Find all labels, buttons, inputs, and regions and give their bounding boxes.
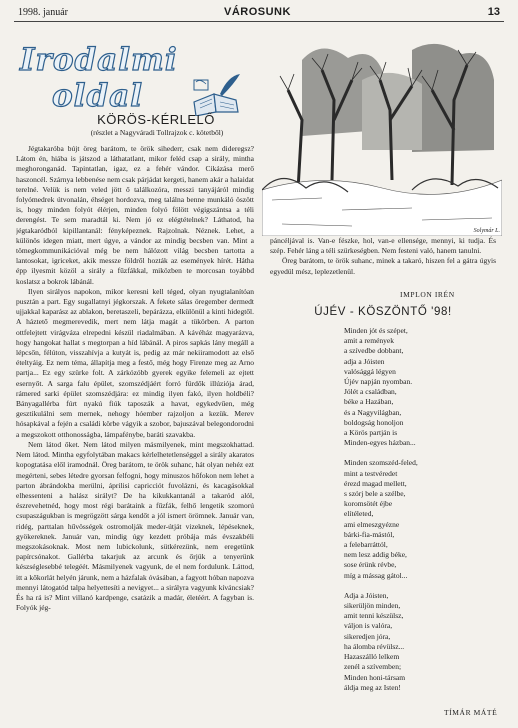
poem-line: Hazaszálló lelkem bbox=[344, 652, 400, 662]
poem-line: valósággá légyen bbox=[344, 366, 396, 376]
poem-line: váljon is valóra, bbox=[344, 621, 393, 631]
poem-line: adja a Jóisten bbox=[344, 356, 385, 366]
open-book-quill-icon bbox=[190, 72, 242, 116]
poem-line: érezd magad mellett, bbox=[344, 478, 407, 488]
article-paragraph: Nem látod őket. Nem látod milyen másmilyenek, mint megszokhattad. Nem látod. Mintha egyfolytában makacs kérlelhetetlenséggel a sirály akaratos kopogtatása elől iramodnál. Öreg barátom, te örök suhanc, hát olyan nehéz ezt megérteni, sebes létedre gyorsan felfogni, hogy minuszos hőfokon nem lehet a parton ábrándokba merülni, áprilisi capricciót fuvolázni, és kacagásokkal elhessenteni a halász sirályt? De ha kikukkantanál a takaród alól, észrevehetnéd, hogy most régi barátaink a fűzfák, felhő lengetik szomorú csupaszágukban is megrögzött sárga kendőt a jól ismert örömnek. Január van, ridég, parttalan hűvösségek ostromolják meder-útját vizeknek, lépéseknek, gyökereknek. Január van, mindig úgy kezdett próbája más évszakbéli megszokásoknak. Most nem lubickolunk, sütkérezünk, nem eregetünk papírcsónakot. Gallérba takarjuk az arcunk és őrjük a tenyerünk készséglesebbé telegéét. Másmilyenek vagyunk, de el nem fordulunk. Láttod, itt a kőkorlát helyén járunk, nem a házfalak óvásában, a fagyott hóban napozva mennyi látogatód talpa helyettesíti a nevigyet... a sirályra vagyunk kíváncsiak? És ha rá is? Mint villanó kardpenge, csatázik a madár, életéért. A fagyban is. Folyók jég- bbox=[16, 439, 254, 613]
article-paragraph: páncéljával is. Van-e fészke, hol, van-e ellensége, mennyi, ki tudja. És szép. Fehér láng a téli szürkeségben. Nem festeni való, hanem tanulni. bbox=[270, 236, 496, 256]
poem-line: elítéleted, bbox=[344, 509, 374, 519]
poem-line: a felebarráttól, bbox=[344, 540, 388, 550]
article-column-2 bbox=[270, 236, 496, 284]
poem-line: amit a remények bbox=[344, 336, 394, 346]
poem-line: bárki-fia-mástól, bbox=[344, 529, 395, 539]
poem-line: nem lesz addig béke, bbox=[344, 550, 407, 560]
poem-stanza bbox=[344, 591, 500, 693]
poem-line: koromsötét éjbe bbox=[344, 499, 393, 509]
article-paragraph: Ilyen sirályos napokon, mikor keresni kell téged, olyan nyugtalanítóan pusztán a part. Egy sugallatnyi jégkorszak. A fekete sálas öregember dermedt ujjakkal kaparász az ablakon, beretaszeli, bepárázza, elkülönül a kinti hidegtől. A háztető megmerevedik, mert nem látja magát a tükörben. A parton ottfelejtett virágváza elrepedni készül riadalmában. A kávéház magyarázva, hogy hangokat hallat s megtorpan a híd lábánál. A piros sapkás lány megáll a lépcsőn, félúton, visszahívja a kutyát is, pedig az már nekiiramodott az első ételtyáig. Ez nem téma, állapítja meg a festő, még hogy Firenze meg az Arno partja... Ez egy szürke folt. A zárkózóbb gyerek egyike felemeli az ejtett esernyőt. A sarga falu épület, szomszédjáért forró fürdők illúziója árad, rámered sarki épület szomszédjára: ez mindig ilyen fakó, ilyen holdbéli? Bányagallérba fúrt nyakú fiúk taposzák a havat, egykedvűen, még gesztikulálni sem mernek, nehogy hóember rajzoljon a kezük. Merev hósapkával a fején a családi körbe vágyik a szobor, bajuszával belegondorodni a megszokott otthonosságba, lámpafénybe, baráti szavakba. bbox=[16, 286, 254, 439]
article-subtitle: (részlet a Nagyváradi Tollrajzok c. kötetből) bbox=[90, 128, 224, 137]
poem-line: a Körös partján is bbox=[344, 428, 398, 438]
article-title: KÖRÖS-KÉRLELŐ bbox=[97, 112, 215, 127]
poem-line: mint a testvéredet bbox=[344, 468, 398, 478]
poem-line: zenél a szívemben; bbox=[344, 662, 402, 672]
winter-riverbank-illustration bbox=[262, 40, 502, 236]
poem-line: Adja a Jóisten, bbox=[344, 590, 389, 600]
poem-line: ha álomba révülsz... bbox=[344, 641, 405, 651]
poem-title: ÚJÉV - KÖSZÖNTŐ '98! bbox=[314, 306, 452, 318]
page-header bbox=[14, 6, 504, 20]
poem-line: amit tenni készülsz, bbox=[344, 611, 404, 621]
header-rule bbox=[14, 21, 504, 22]
poem-line: sose érünk révbe, bbox=[344, 560, 397, 570]
article-paragraph: Jégtakaróba bújt öreg barátom, te örök sihederr, csak nem dideregsz? Látom én, hiába is játszod a láthatatlant, mikor feléd csap a sirály, mintha meghoronganád. Tapintatlan, igaz, ez a fehér vándor. Cikázása merő haszoncél. Szárnya lebbenése nem csak párjádat kergeti, hanem akár a halaidat terelné. Velük is nem veled jött ő találkozóra, messzi tanyájáról mindig folyómedrek útvonalán, éhséget hordozva, meg találna benne munkáló öszött is, hogy minden folyót élérjen, minden folyó fölött végigszántsa a téli derengést. Te sem maradtál ki. Nem jó ez elégtételnek? Láthatod, ha jégtakaródból kipillantanál: fényképeznek. Rajzolnak. Néznek. Lehet, a különös idegen miatt, mert úgye, a vándor az mindig becsben van. Mint a tömegkommunikációval még be nem hálózott világ becsben tartotta a lantosokat, igriceket, akik messze földről hozták az események hírét. Hátha épp ilyesmit közöl a sirály a fűzfákkal, miközben te morcosan toyábbd koslatsz a bokrok lábánál. bbox=[16, 144, 254, 286]
illustration-signature: Solymár L. bbox=[473, 228, 500, 234]
poem-line: boldogság honoljon bbox=[344, 417, 404, 427]
article-author: IMPLON IRÉN bbox=[400, 290, 455, 299]
section-heading-line1: Irodalmi bbox=[20, 42, 178, 78]
poem-line: sikeredjen jóra, bbox=[344, 631, 391, 641]
poem-line: s szórj bele a szélbe, bbox=[344, 489, 406, 499]
poem-line: sikerüljön minden, bbox=[344, 601, 401, 611]
poem-line: Minden honi-társam bbox=[344, 672, 406, 682]
newspaper-name: VÁROSUNK bbox=[224, 6, 291, 18]
poem-line: Minden-egyes házban... bbox=[344, 438, 416, 448]
section-heading-line2: oldal bbox=[52, 78, 143, 114]
poem-line: áldja meg az Isten! bbox=[344, 682, 401, 692]
poem-stanza bbox=[344, 458, 500, 580]
poem-line: és a Nagyvilágban, bbox=[344, 407, 402, 417]
article-column-1 bbox=[16, 144, 254, 718]
poem-line: Jólét a családban, bbox=[344, 387, 397, 397]
poem-line: Minden szomszéd-feled, bbox=[344, 458, 418, 468]
poem-body bbox=[344, 326, 500, 703]
page-number: 13 bbox=[487, 6, 500, 18]
poem-line: a szívedbe dobbant, bbox=[344, 346, 404, 356]
poem-author: TÍMÁR MÁTÉ bbox=[444, 708, 498, 717]
section-heading bbox=[18, 40, 238, 120]
poem-stanza bbox=[344, 326, 500, 448]
poem-line: míg a mássag gátol... bbox=[344, 570, 408, 580]
issue-date: 1998. január bbox=[18, 7, 68, 18]
tree-drawing bbox=[262, 40, 502, 236]
article-paragraph: Öreg barátom, te örök suhanc, minek a takaró, hiszen fel a gátra úgyis egyedül mész, leplezetlenül. bbox=[270, 256, 496, 276]
poem-line: Minden jót és szépet, bbox=[344, 326, 408, 335]
poem-line: ami elmeszgyézne bbox=[344, 519, 400, 529]
poem-line: Újév napján nyomban. bbox=[344, 377, 413, 387]
poem-line: béke a Hazában, bbox=[344, 397, 394, 407]
